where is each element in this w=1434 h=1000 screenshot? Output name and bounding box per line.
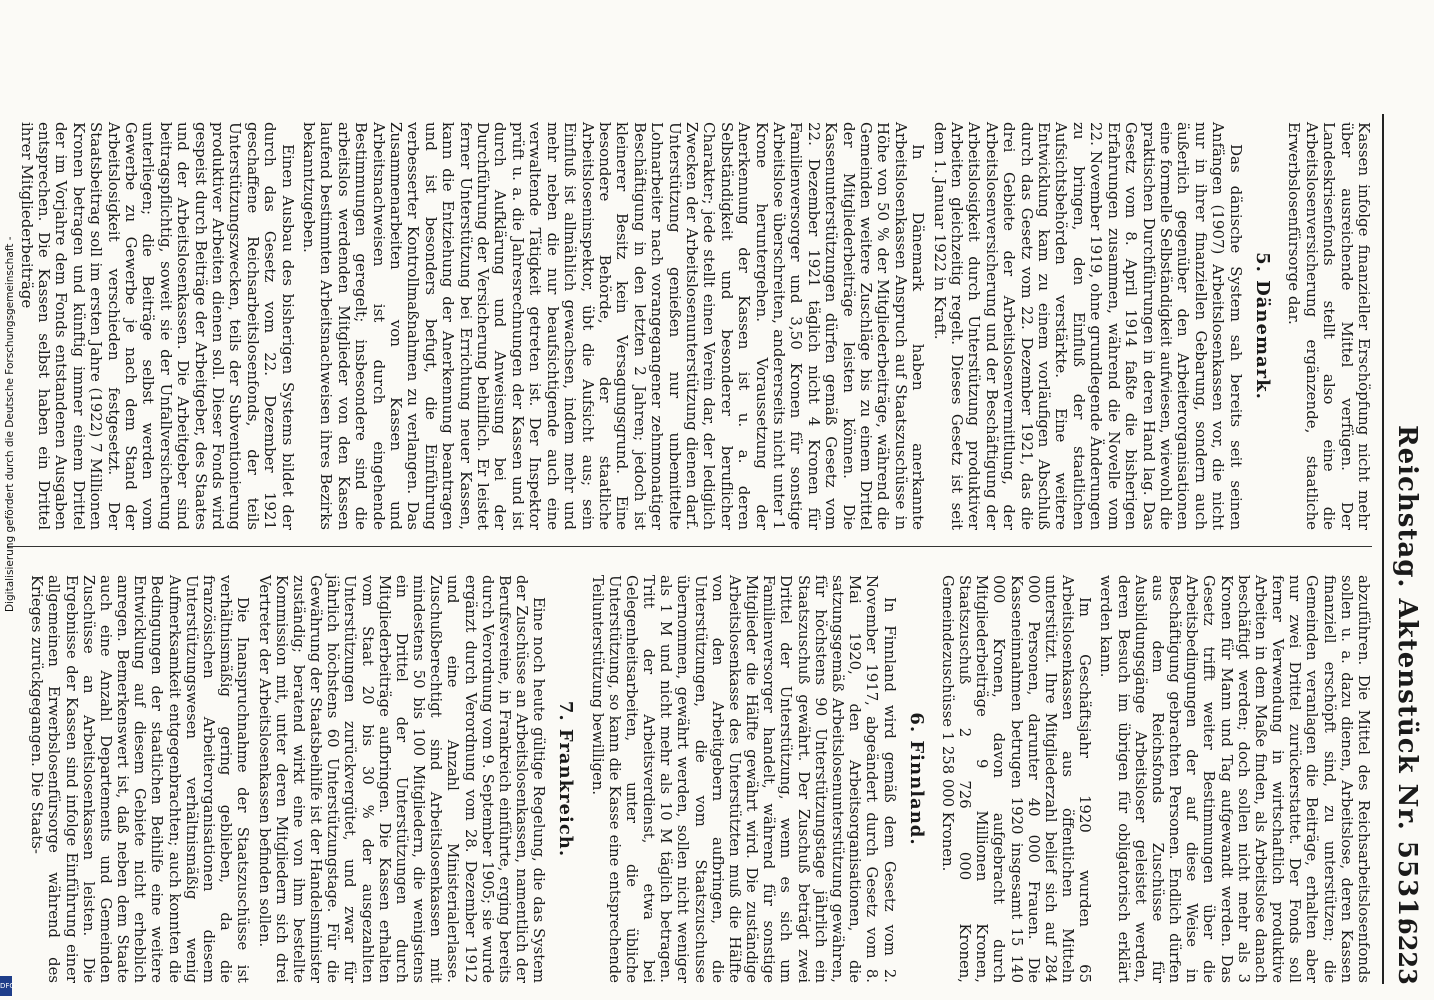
paragraph: Die Inanspruchnahme der Staatszuschüsse ist verhältnismäßig gering geblieben, da die französischen Arbeiterorganisationen diesem Unterstützungswesen verhältnismäßig wenig Aufmerksamkeit entgegenbrachten; auch konnten die Bedingungen der staatlichen Beihilfe eine weitere Entwicklung auf diesem Gebiete nicht erheblich anregen. Bemerkenswert ist, daß neben dem Staate auch eine Anzahl Departements und Gemeinden Zuschüsse an Arbeitslosenkassen leisten. Die Ergebnisse der Kassen sind infolge Einführung einer allgemeinen Erwerbslosenfürsorge während des Krieges zurückgegangen. Die Staats- — [28, 575, 252, 983]
digitization-credit-text: Digitalisierung gefördert durch die Deutsche Forschungsgemeinschaft - — [4, 236, 16, 612]
paragraph: abzuführen. Die Mittel des Reichsarbeitslosenfonds sollen u. a. dazu dienen, Arbeitslose, deren Kassen finanziell erschöpft sind, zu unterstützen; die Gemeinden veranlagen die Beiträge, erhalten aber nur zwei Drittel zurückerstattet. Der Fonds soll ferner Verwendung in wirtschaftlich produktive Arbeiten in dem Maße finden, als Arbeitslose danach beschäftigt werden; doch sollen nicht mehr als 3 Kronen für Mann und Tag aufgewandt werden. Das Gesetz trifft weiter Bestimmungen über die Arbeitsbedingungen der auf diese Weise in Beschäftigung gebrachten Personen. Endlich dürfen aus dem Reichsfonds Zuschüsse für Ausbildungsgänge Arbeitsloser geleistet werden, deren Besuch im übrigen für obligatorisch erklärt werden kann. — [1097, 575, 1372, 983]
paragraph: Eine noch heute gültige Regelung, die das System der Zuschüsse an Arbeitslosenkassen, namentlich der Berufsvereine, in Frankreich einführte, erging bereits durch Verordnung vom 9. September 1905; sie wurde ergänzt durch Verordnung vom 28. Dezember 1912 und eine Anzahl Ministerialerlasse. Zuschußberechtigt sind Arbeitslosenkassen mit mindestens 50 bis 100 Mitgliedern, die wenigstens ein Drittel der Unterstützungen durch Mitgliederbeiträge aufbringen. Die Kassen erhalten vom Staat 20 bis 30 % der ausgezahlten Unterstützungen zurückvergütet, und zwar für jährlich höchstens 60 Unterstützungstage. Für die Gewährung der Staatsbeihilfe ist der Handelsminister zuständig; beratend wirkt eine von ihm bestellte Kommission mit, unter deren Mitgliedern sich drei Vertreter der Arbeitslosenkassen befinden sollen. — [255, 575, 548, 983]
paragraph: Das dänische System sah bereits seit seinen Anfängen (1907) Arbeitslosenkassen vor, die nicht nur in ihrer finanziellen Gebarung, sondern auch äußerlich gegenüber den Arbeiterorganisationen eine formelle Selbständigkeit aufwiesen, wiewohl die praktischen Durchführungen in deren Hand lag. Das Gesetz vom 8. April 1914 faßte die bisherigen Erfahrungen zusammen, während die Novelle vom 22. November 1919, ohne grundlegende Änderungen zu bringen, den Einfluß der staatlichen Aufsichtsbehörden verstärkte. Eine weitere Entwicklung kam zu einem vorläufigen Abschluß durch das Gesetz vom 22. Dezember 1921, das die drei Gebiete der Arbeitslosenvermittlung, der Arbeitslosenversicherung und der Beschäftigung der Arbeitslosigkeit durch Unterstützung produktiver Arbeiten gleichzeitig regelt. Dieses Gesetz ist seit dem 1. Januar 1922 in Kraft. — [930, 122, 1245, 530]
section-heading: 5. Dänemark. — [1251, 252, 1273, 400]
left-text-column — [13, 122, 1372, 530]
paragraph: Im Geschäftsjahr 1920 wurden 65 Arbeitslosenkassen aus öffentlichen Mitteln unterstützt. Ihre Mitgliederzahl belief sich auf 284 000 Personen, darunter 40 000 Frauen. Die Kasseneinnahmen betrugen 1920 insgesamt 15 140 000 Kronen, davon aufgebracht durch Mitgliederbeiträge 9 Millionen Kronen, Staatszuschuß 2 726 000 Kronen, Gemeindezuschüsse 1 258 000 Kronen. — [938, 575, 1094, 983]
page-header — [1388, 0, 1424, 1000]
right-text-column — [24, 575, 1372, 983]
section-heading: 6. Finnland. — [905, 712, 927, 846]
paragraph: In Finnland wird gemäß dem Gesetz vom 2. November 1917, abgeändert durch Gesetz vom 8. Mai 1920, den Arbeitsorganisationen, die satzungsgemäß Arbeitslosenunterstützung gewähren, für höchstens 90 Unterstützungstage jährlich ein Staatszuschuß gewährt. Der Zuschuß beträgt zwei Drittel der Unterstützung, wenn es sich um Familienversorger handelt, während für sonstige Mitglieder die Hälfte gewährt wird. Die zuständige Arbeitslosenkasse des Unterstützten muß die Hälfte von den Arbeitgebern aufbringen, die Unterstützungen, die vom Staatszuschusse übernommen, gewährt werden, sollen nicht weniger als 1 M und nicht mehr als 10 M täglich betragen. Tritt der Arbeitsverdienst, etwa bei Gelegenheitsarbeiten, unter die übliche Unterstützung, so kann die Kasse eine entsprechende Teilunterstützung bewilligen. — [588, 575, 898, 983]
page-number: 6223 — [1393, 918, 1422, 985]
digitization-credit — [0, 0, 20, 1000]
header-rule — [1382, 114, 1384, 984]
column-divider — [7, 546, 1372, 547]
page-header-title: Reichstag. Aktenstück Nr. 5531. — [1392, 425, 1422, 928]
dfg-logo: DFG — [0, 976, 12, 996]
section-heading: 7. Frankreich. — [555, 700, 577, 858]
paragraph: Kassen infolge finanzieller Erschöpfung nicht mehr über ausreichende Mittel verfügen. Der Landeskrisenfonds stellt also eine die Arbeitslosenversicherung ergänzende, staatliche Erwerbslosenfürsorge dar. — [1285, 122, 1373, 530]
paragraph: Einen Ausbau des bisherigen Systems bildet der durch das Gesetz vom 22. Dezember 1921 geschaffene Reichsarbeitslosenfonds, der teils Unterstützungszwecken, teils der Subventionierung produktiver Arbeiten dienen soll. Dieser Fonds wird gespeist durch Beiträge der Arbeitgeber, des Staates und der Arbeitslosenkassen. Die Arbeitgeber sind beitragspflichtig, soweit sie der Unfallversicherung unterliegen; die Beiträge selbst werden vom Gewerbe zu Gewerbe je nach dem Stand der Arbeitslosigkeit verschieden festgesetzt. Der Staatsbeitrag soll im ersten Jahre (1922) 7 Millionen Kronen betragen und künftig immer einem Drittel der im Vorjahre dem Fonds entstandenen Ausgaben entsprechen. Die Kassen selbst haben ein Drittel ihrer Mitgliederbeiträge — [17, 122, 297, 530]
paragraph: In Dänemark haben anerkannte Arbeitslosenkassen Anspruch auf Staatszuschüsse in Höhe von 50 % der Mitgliederbeiträge, während die Gemeinden weitere Zuschläge bis zu einem Drittel der Mitgliederbeiträge leisten können. Die Kassenunterstützungen dürfen gemäß Gesetz vom 22. Dezember 1921 täglich nicht 4 Kronen für Familienversorger und 3,50 Kronen für sonstige Arbeitslose überschreiten, andererseits nicht unter 1 Krone heruntergehen. Voraussetzung der Anerkennung der Kassen ist u. a. deren Selbständigkeit und besonderer beruflicher Charakter; jede stellt einen Verein dar, der lediglich Zwecken der Arbeitslosenunterstützung dienen darf. Unterstützung genießen nur unbemittelte Lohnarbeiter nach vorangegangener zehnmonatiger Beschäftigung in den letzten 2 Jahren; jedoch ist kleinerer Besitz kein Versagungsgrund. Eine besondere Behörde, der staatliche Arbeitsloseninspektor, übt die Aufsicht aus; sein Einfluß ist allmählich gewachsen, indem mehr und mehr neben die nur beaufsichtigende auch eine verwaltende Tätigkeit getreten ist. Der Inspektor prüft u. a. die Jahresrechnungen der Kassen und ist durch Aufklärung und Anweisung bei der Durchführung der Versicherung behilflich. Er leistet ferner Unterstützung bei Errichtung neuer Kassen, kann die Entziehung der Anerkennung beantragen und ist besonders befugt, die Einführung verbesserter Kontrollmaßnahmen zu verlangen. Das Zusammenarbeiten von Kassen und Arbeitsnachweisen ist durch eingehende Bestimmungen geregelt; insbesondere sind die arbeitslos werdenden Mitglieder von den Kassen laufend bestimmten Arbeitsnachweisen ihres Bezirks bekanntzugeben. — [300, 122, 928, 530]
